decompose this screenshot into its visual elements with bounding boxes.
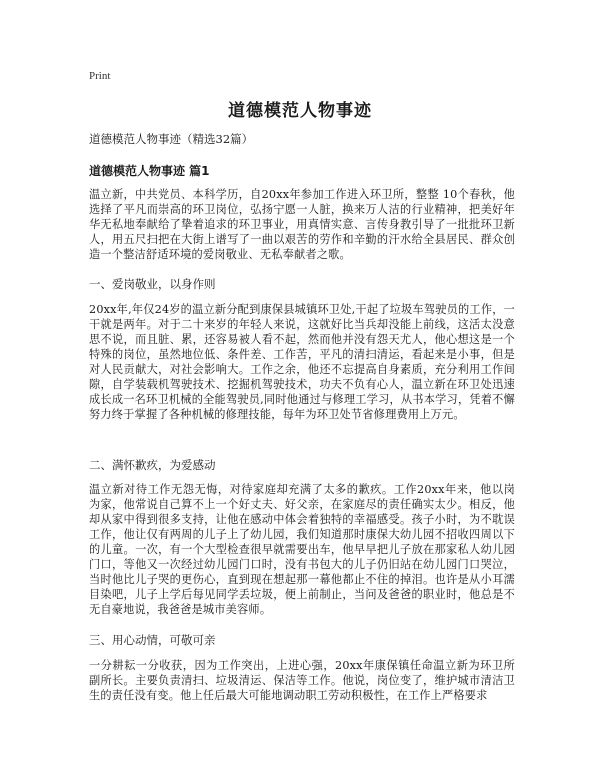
paragraph-1: 20xx年,年仅24岁的温立新分配到康保县城镇环卫处,干起了垃圾车驾驶员的工作，一干就是两年。对于二十来岁的年轻人来说，这就好比当兵却没能上前线，这活太没意思不说，而且脏、累，还容易被人看不起，然而他并没有怨天尤人，他心想这是一个特殊的岗位，虽然地位低、条件差、工作苦，平凡的清扫清运，看起来是小事，但是对人民贡献大，对社会影响大。工作之余，他还不忘提高自身素质，充分利用工作间隙，自学装载机驾驶技术、挖掘机驾驶技术，功夫不负有心人，温立新在环卫处迅速成长成一名环卫机械的全能驾驶员,同时他通过与修理工学习，从书本学习，凭着不懈努力终于掌握了各种机械的修理技能，每年为环卫处节省修理费用上万元。 — [89, 303, 515, 421]
section-heading: 道德模范人物事迹 篇1 — [89, 164, 210, 178]
intro-paragraph: 温立新，中共党员、本科学历，自20xx年参加工作进入环卫所，整整 10个春秋，他选择了平凡而崇高的环卫岗位，弘扬宁愿一人脏，换来万人洁的行业精神，把美好年华无私地奉献给了挚着追求的环卫事业，用真情实意、言传身教引导了一批批环卫新人，用五尺扫把在大街上谱写了一曲以艰苦的劳作和辛勤的汗水给全县居民、群众创造一个整洁舒适环境的爱岗敬业、无私奉献者之歌。 — [89, 188, 515, 261]
subsection-heading-1: 一、爱岗敬业，以身作则 — [89, 277, 216, 291]
document-title: 道德模范人物事迹 — [228, 101, 372, 121]
print-label[interactable]: Print — [89, 70, 111, 82]
paragraph-2: 温立新对待工作无怨无悔，对待家庭却充满了太多的歉疚。工作20xx年来，他以岗为家，他常说自己算不上一个好丈夫、好父亲，在家庭尽的责任确实太少。相反，他却从家中得到很多支持，让他在感动中体会着独特的幸福感受。孩子小时，为不耽误工作，他让仅有两周的儿子上了幼儿园，我们知道那时康保大幼儿园不招收四周以下的儿童。一次，有一个大型检查很早就需要出车，他早早把儿子放在那家私人幼儿园门口，等他又一次经过幼儿园门口时，没有书包大的儿子仍旧站在幼儿园门口哭泣，当时他比儿子哭的更伤心，直到现在想起那一幕他都止不住的掉泪。也许是从小耳濡目染吧，儿子上学后每见同学丢垃圾，便上前制止，当问及爸爸的职业时，他总是不无自豪地说，我爸爸是城市美容师。 — [89, 483, 515, 616]
subsection-heading-2: 二、满怀歉疚，为爱感动 — [89, 458, 216, 472]
document-subtitle: 道德模范人物事迹（精选32篇） — [89, 132, 254, 146]
paragraph-3: 一分耕耘一分收获，因为工作突出，上进心强，20xx年康保镇任命温立新为环卫所副所长。主要负责清扫、垃圾清运、保洁等工作。他说，岗位变了，维护城市清洁卫生的责任没有变。他上任后最大可能地调动职工劳动积极性，在工作上严格要求 — [89, 659, 515, 702]
subsection-heading-3: 三、用心动情，可敬可亲 — [89, 633, 216, 647]
